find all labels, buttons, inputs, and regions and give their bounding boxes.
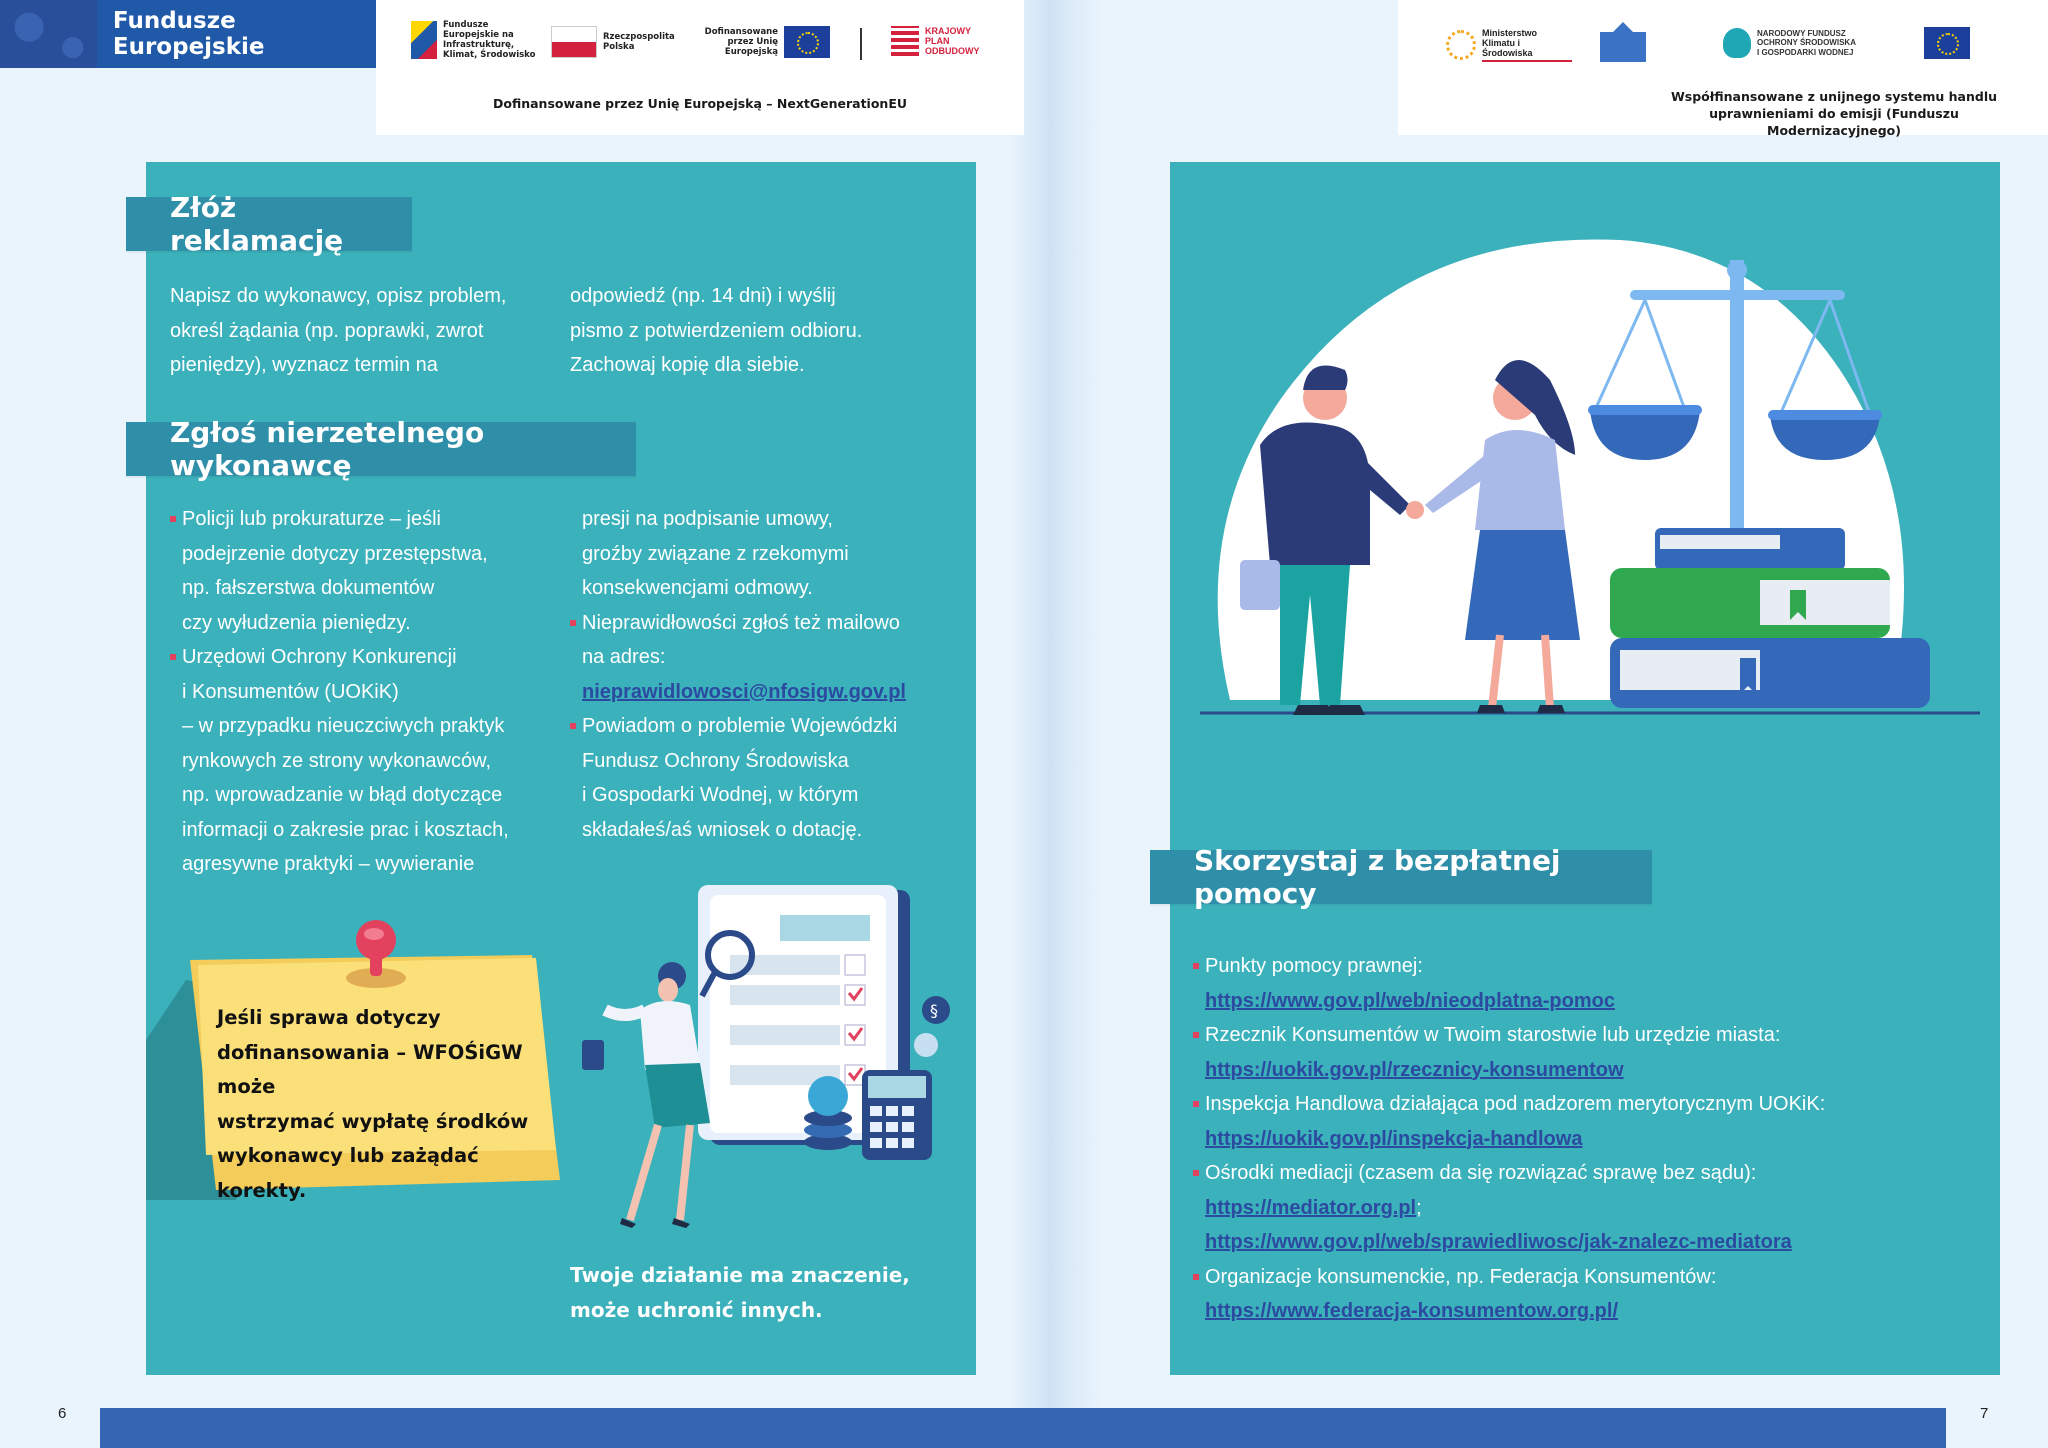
list-item (570, 640, 960, 675)
fe-program-logo: Fundusze Europejskie na Infrastrukturę, Klimat, Środowisko (411, 20, 538, 60)
list-item-text: konsekwencjami odmowy. (582, 577, 813, 599)
eu-flag-icon (1924, 27, 1970, 59)
url-link[interactable]: nieprawidlowosci@nfosigw.gov.pl (582, 680, 906, 703)
list-item-text: Fundusz Ochrony Środowiska (582, 749, 849, 772)
list-item-text: Urzędowi Ochrony Konkurencji (182, 646, 457, 668)
list-item-text: Organizacje konsumenckie, np. Federacja Konsumentów: (1205, 1265, 1717, 1288)
list-item-text: – w przypadku nieuczciwych praktyk (182, 715, 505, 737)
footer-bar (100, 1408, 1946, 1448)
list-item (1193, 949, 1993, 984)
list-item-text: Ośrodki mediacji (czasem da się rozwiązać sprawę bez sądu): (1205, 1162, 1757, 1184)
list-item (1193, 1018, 1993, 1053)
fe-program-icon (411, 21, 437, 59)
list-item-text: agresywne praktyki – wywieranie (182, 853, 475, 875)
house-logo-icon (1600, 32, 1646, 62)
list-item (1193, 1260, 1993, 1295)
list-item (170, 778, 550, 813)
list-item-text: Powiadom o problemie Wojewódzki (582, 715, 898, 737)
list-item (170, 640, 550, 675)
list-item-text: Policji lub prokuraturze – jeśli (182, 508, 442, 530)
section-title-report: Zgłoś nierzetelnego wykonawcę (126, 422, 636, 476)
list-link-item (1193, 1122, 1993, 1157)
list-item-text: np. wprowadzanie w błąd dotyczące (182, 784, 503, 806)
url-link[interactable]: https://uokik.gov.pl/inspekcja-handlowa (1205, 1127, 1583, 1150)
nfosigw-logo: NARODOWY FUNDUSZ OCHRONY ŚRODOWISKA I GOSPODARKI WODNEJ (1723, 28, 1857, 58)
report-list-col2 (570, 502, 960, 847)
list-item (170, 744, 550, 779)
list-item (570, 537, 960, 572)
url-link[interactable]: https://www.federacja-konsumentow.org.pl/ (1205, 1300, 1618, 1322)
list-item (170, 571, 550, 606)
list-item (1193, 1087, 1993, 1122)
right-funding-caption: Współfinansowane z unijnego systemu handlu uprawnieniami do emisji (Funduszu Modernizacyjnego) (1670, 89, 1998, 138)
eu-flag-right (1924, 27, 1970, 59)
list-item (570, 778, 960, 813)
list-link-item (1193, 1294, 1993, 1329)
eu-stars-icon (0, 0, 97, 68)
list-item-text: presji na podpisanie umowy, (582, 508, 833, 530)
list-item-text: groźby związane z rzekomymi (582, 542, 849, 565)
closing-message: Twoje działanie ma znaczenie, może uchronić innych. (570, 1263, 910, 1322)
funding-logos-right (1398, 0, 2048, 138)
list-item (570, 744, 960, 779)
list-item (1193, 1156, 1993, 1191)
list-item-suffix: ; (1416, 1196, 1422, 1219)
nfosigw-emblem-icon (1723, 28, 1751, 58)
list-item (170, 537, 550, 572)
url-link[interactable]: https://www.gov.pl/web/sprawiedliwosc/jak-znalezc-mediatora (1205, 1231, 1792, 1253)
list-item-text: składałeś/aś wniosek o dotację. (582, 818, 863, 841)
complaint-text-col1: Napisz do wykonawcy, opisz problem, określ żądania (np. poprawki, zwrot pieniędzy), wyznacz termin na (170, 285, 507, 376)
complaint-text-col2: odpowiedź (np. 14 dni) i wyślij pismo z potwierdzeniem odbioru. Zachowaj kopię dla siebie. (570, 285, 863, 376)
ministry-logo: Ministerstwo Klimatu i Środowiska (1446, 28, 1572, 62)
document-inspection-illustration (570, 880, 960, 1230)
funding-logos-left (376, 0, 1024, 135)
section-title-free-help: Skorzystaj z bezpłatnej pomocy (1150, 850, 1652, 904)
list-item (170, 813, 550, 848)
section-title-complaint: Złóż reklamację (126, 197, 412, 251)
eu-flag-icon (784, 26, 830, 58)
report-list-col1 (170, 502, 550, 882)
list-link-item (1193, 984, 1993, 1019)
sticky-note-text: Jeśli sprawa dotyczy dofinansowania – WFOŚiGW może wstrzymać wypłatę środków wykonawcy lub zażądać korekty. (217, 1006, 529, 1202)
list-item-text: Inspekcja Handlowa działająca pod nadzorem merytorycznym UOKiK: (1205, 1093, 1826, 1115)
poland-flag-icon (551, 26, 597, 58)
list-item-text: Rzecznik Konsumentów w Twoim starostwie lub urzędzie miasta: (1205, 1024, 1781, 1046)
list-item-text: Punkty pomocy prawnej: (1205, 955, 1423, 977)
logo-divider (860, 28, 862, 60)
list-link-item (1193, 1053, 1993, 1088)
list-item (170, 502, 550, 537)
list-item (570, 709, 960, 744)
left-funding-caption: Dofinansowane przez Unię Europejską – NextGenerationEU (492, 96, 908, 111)
list-item-text: i Konsumentów (UOKiK) (182, 680, 399, 703)
list-item (570, 813, 960, 848)
list-item (570, 606, 960, 641)
page-number-left: 6 (58, 1405, 67, 1422)
list-item-text: podejrzenie dotyczy przestępstwa, (182, 542, 488, 565)
list-link-item (1193, 1225, 1993, 1260)
eu-cofinanced-logo: Dofinansowane przez Unię Europejską (686, 26, 830, 58)
eu-funds-badge (0, 0, 376, 68)
ministry-emblem-icon (1446, 30, 1476, 60)
kpo-logo: KRAJOWY PLAN ODBUDOWY (891, 26, 995, 56)
list-item-text: czy wyłudzenia pieniędzy. (182, 611, 411, 634)
eu-funds-label: Fundusze Europejskie (112, 8, 265, 60)
list-item (570, 571, 960, 606)
url-link[interactable]: https://mediator.org.pl (1205, 1196, 1417, 1219)
list-link-item (1193, 1191, 1993, 1226)
list-item-text: na adres: (582, 646, 666, 668)
spread-gutter (1010, 0, 1100, 1448)
list-item (170, 847, 550, 882)
list-link-item (570, 675, 960, 710)
url-link[interactable]: https://uokik.gov.pl/rzecznicy-konsumentow (1205, 1058, 1624, 1081)
list-item (170, 675, 550, 710)
kpo-icon (891, 26, 919, 56)
list-item-text: i Gospodarki Wodnej, w którym (582, 784, 859, 806)
url-link[interactable]: https://www.gov.pl/web/nieodplatna-pomoc (1205, 989, 1615, 1012)
list-item-text: informacji o zakresie prac i kosztach, (182, 818, 509, 841)
poland-logo: Rzeczpospolita Polska (551, 26, 671, 58)
list-item-text: np. fałszerstwa dokumentów (182, 577, 435, 599)
justice-handshake-illustration (1200, 230, 1980, 730)
list-item-text: Nieprawidłowości zgłoś też mailowo (582, 611, 900, 634)
list-item-text: rynkowych ze strony wykonawców, (182, 749, 492, 772)
list-item (570, 502, 960, 537)
free-help-list (1193, 949, 1993, 1329)
svg-text:§: § (930, 1001, 938, 1020)
list-item (170, 709, 550, 744)
page-number-right: 7 (1980, 1405, 1989, 1422)
program-house-logo (1600, 32, 1646, 62)
list-item (170, 606, 550, 641)
